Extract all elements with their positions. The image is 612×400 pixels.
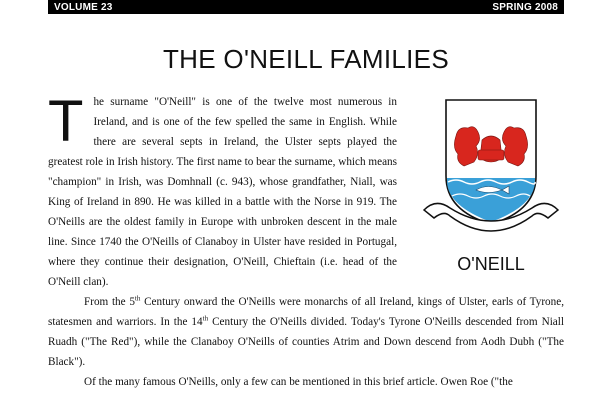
crest-caption: O'NEILL [457, 254, 525, 274]
article-title: THE O'NEILL FAMILIES [163, 44, 449, 74]
coat-of-arms-icon [416, 96, 566, 256]
paragraph-1-text: he surname "O'Neill" is one of the twelve most numerous in Ireland, and is one of the few spelled the same in English. While there are several septs in Ireland, the Ulster septs played the greatest role in Irish history. The first name to bear the surname, which means "champion" in Irish, was Domhnall (c. 943), whose grandfather, Niall, was King of Ireland in 890. He was killed in a battle with the Norse in 919. The O'Neills are the oldest family in Europe with unbroken descent in the male line. Since 1740 the O'Neills of Clanaboy in Ulster have resided in Portugal, where they continue their designation, O'Neill, Chieftain (i.e. head of the O'Neill clan). [48, 96, 397, 288]
p2-text-b: Century onward the O'Neills were monarchs of all Ireland, kings of Ulster, earls of Tyrone, statesmen and warriors. In the 14 [48, 296, 565, 328]
p2-text-a: From the 5 [84, 296, 135, 308]
drop-cap: T [48, 89, 84, 154]
p2-sup-1: th [134, 294, 141, 303]
p2-sup-2: th [202, 314, 209, 323]
paragraph-2 [48, 292, 564, 372]
header-bar [48, 0, 564, 14]
paragraph-1 [48, 89, 397, 292]
volume-label: VOLUME 23 [54, 1, 113, 13]
p2-text-c: Century the O'Neills divided. Today's Tyrone O'Neills descended from Niall Ruadh ("The Red"), while the Clanaboy O'Neills of counties Atrim and Down descend from Aodh Dubh ("The Black"). [48, 316, 564, 368]
issue-label: SPRING 2008 [492, 1, 558, 13]
paragraph-3: Of the many famous O'Neills, only a few can be mentioned in this brief article. Owen Roe ("the [84, 376, 513, 388]
